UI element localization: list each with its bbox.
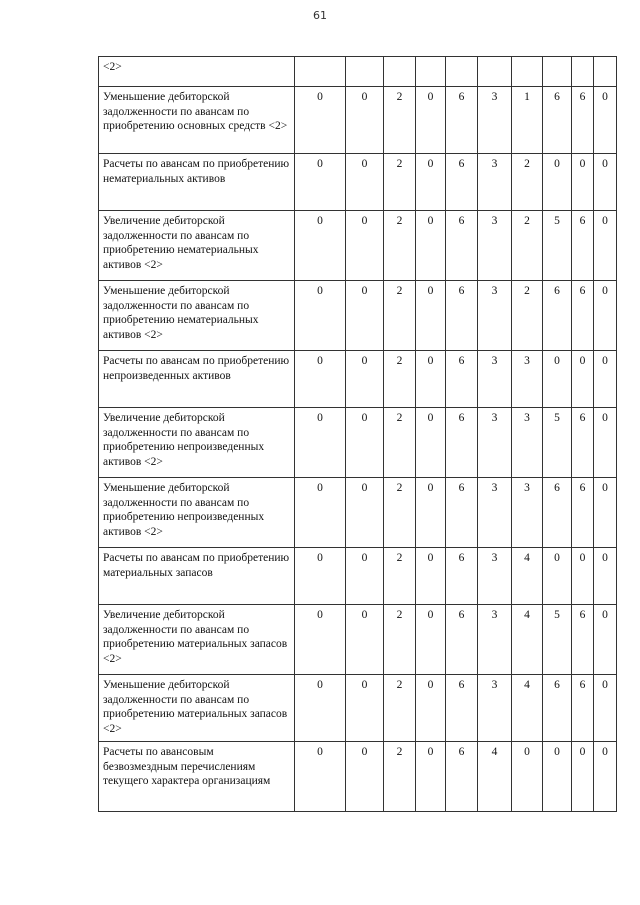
code-digit-cell: 0 <box>346 605 384 675</box>
code-digit-cell: 2 <box>384 408 416 478</box>
table-row <box>99 351 617 408</box>
account-name-cell: Уменьшение дебиторской задолженности по авансам по приобретению материальных запасов <2> <box>99 675 295 742</box>
code-digit-cell: 0 <box>416 675 446 742</box>
code-digit-cell: 0 <box>594 408 617 478</box>
code-digit-cell: 6 <box>446 211 478 281</box>
account-name-cell: Увеличение дебиторской задолженности по авансам по приобретению непроизведенных активов <2> <box>99 408 295 478</box>
code-digit-cell <box>346 57 384 87</box>
code-digit-cell: 1 <box>512 87 543 154</box>
code-digit-cell: 0 <box>346 154 384 211</box>
code-digit-cell <box>295 57 346 87</box>
code-digit-cell: 0 <box>594 605 617 675</box>
code-digit-cell: 0 <box>346 281 384 351</box>
account-name-cell: Расчеты по авансовым безвозмездным перечислениям текущего характера организациям <box>99 742 295 812</box>
code-digit-cell: 6 <box>572 281 594 351</box>
code-digit-cell: 3 <box>478 548 512 605</box>
code-digit-cell: 2 <box>512 211 543 281</box>
code-digit-cell: 0 <box>295 408 346 478</box>
code-digit-cell: 0 <box>416 548 446 605</box>
code-digit-cell <box>594 57 617 87</box>
code-digit-cell: 0 <box>346 87 384 154</box>
account-name-cell: Уменьшение дебиторской задолженности по авансам по приобретению нематериальных активов <2> <box>99 281 295 351</box>
account-name-cell: Уменьшение дебиторской задолженности по авансам по приобретению непроизведенных активов <2> <box>99 478 295 548</box>
code-digit-cell: 3 <box>512 408 543 478</box>
code-digit-cell: 2 <box>384 351 416 408</box>
table-row <box>99 211 617 281</box>
code-digit-cell <box>384 57 416 87</box>
code-digit-cell: 6 <box>572 478 594 548</box>
code-digit-cell: 4 <box>512 605 543 675</box>
code-digit-cell: 0 <box>594 548 617 605</box>
code-digit-cell: 0 <box>416 408 446 478</box>
account-name-cell: Расчеты по авансам по приобретению нематериальных активов <box>99 154 295 211</box>
account-name-cell: Расчеты по авансам по приобретению непроизведенных активов <box>99 351 295 408</box>
table-row <box>99 87 617 154</box>
table-row <box>99 281 617 351</box>
table-row <box>99 57 617 87</box>
code-digit-cell: 3 <box>478 478 512 548</box>
code-digit-cell: 6 <box>572 408 594 478</box>
code-digit-cell: 6 <box>572 87 594 154</box>
code-digit-cell: 6 <box>572 675 594 742</box>
code-digit-cell: 0 <box>512 742 543 812</box>
code-digit-cell <box>512 57 543 87</box>
code-digit-cell: 0 <box>295 281 346 351</box>
code-digit-cell: 6 <box>446 351 478 408</box>
code-digit-cell: 2 <box>512 154 543 211</box>
account-codes-table <box>98 56 617 812</box>
code-digit-cell: 0 <box>346 408 384 478</box>
code-digit-cell: 0 <box>416 605 446 675</box>
code-digit-cell: 0 <box>572 351 594 408</box>
code-digit-cell: 0 <box>572 154 594 211</box>
code-digit-cell: 5 <box>543 605 572 675</box>
code-digit-cell: 0 <box>416 87 446 154</box>
code-digit-cell <box>478 57 512 87</box>
code-digit-cell: 6 <box>446 742 478 812</box>
code-digit-cell: 3 <box>478 211 512 281</box>
code-digit-cell: 0 <box>543 154 572 211</box>
code-digit-cell: 0 <box>416 478 446 548</box>
code-digit-cell: 6 <box>446 408 478 478</box>
code-digit-cell: 0 <box>572 742 594 812</box>
code-digit-cell: 5 <box>543 211 572 281</box>
code-digit-cell: 0 <box>594 211 617 281</box>
code-digit-cell: 2 <box>384 548 416 605</box>
code-digit-cell: 6 <box>446 154 478 211</box>
code-digit-cell: 0 <box>295 675 346 742</box>
table-row <box>99 408 617 478</box>
code-digit-cell: 3 <box>478 351 512 408</box>
code-digit-cell: 4 <box>512 548 543 605</box>
code-digit-cell: 6 <box>572 211 594 281</box>
code-digit-cell: 0 <box>416 281 446 351</box>
code-digit-cell: 3 <box>478 154 512 211</box>
code-digit-cell <box>572 57 594 87</box>
code-digit-cell: 0 <box>416 742 446 812</box>
table-row <box>99 154 617 211</box>
code-digit-cell: 6 <box>446 605 478 675</box>
code-digit-cell: 2 <box>384 281 416 351</box>
code-digit-cell: 6 <box>572 605 594 675</box>
code-digit-cell: 4 <box>478 742 512 812</box>
code-digit-cell: 0 <box>346 211 384 281</box>
account-name-cell: Расчеты по авансам по приобретению материальных запасов <box>99 548 295 605</box>
code-digit-cell: 0 <box>594 351 617 408</box>
code-digit-cell: 2 <box>384 605 416 675</box>
code-digit-cell: 0 <box>295 87 346 154</box>
code-digit-cell: 3 <box>478 87 512 154</box>
code-digit-cell: 0 <box>416 154 446 211</box>
code-digit-cell: 0 <box>295 351 346 408</box>
code-digit-cell: 2 <box>384 675 416 742</box>
table-row <box>99 605 617 675</box>
code-digit-cell: 0 <box>594 281 617 351</box>
code-digit-cell: 2 <box>384 87 416 154</box>
account-name-cell: Уменьшение дебиторской задолженности по авансам по приобретению основных средств <2> <box>99 87 295 154</box>
table-row <box>99 548 617 605</box>
code-digit-cell <box>446 57 478 87</box>
code-digit-cell: 0 <box>594 675 617 742</box>
table-row <box>99 478 617 548</box>
code-digit-cell: 6 <box>446 675 478 742</box>
code-digit-cell <box>416 57 446 87</box>
account-name-cell: <2> <box>99 57 295 87</box>
code-digit-cell: 3 <box>478 408 512 478</box>
code-digit-cell: 5 <box>543 408 572 478</box>
account-name-cell: Увеличение дебиторской задолженности по авансам по приобретению нематериальных активов <2> <box>99 211 295 281</box>
code-digit-cell: 6 <box>543 281 572 351</box>
code-digit-cell: 0 <box>295 211 346 281</box>
code-digit-cell: 0 <box>572 548 594 605</box>
code-digit-cell: 3 <box>478 605 512 675</box>
code-digit-cell: 2 <box>384 154 416 211</box>
table-row <box>99 742 617 812</box>
code-digit-cell: 6 <box>543 478 572 548</box>
code-digit-cell: 2 <box>384 211 416 281</box>
table-body <box>99 57 617 812</box>
code-digit-cell: 6 <box>446 478 478 548</box>
code-digit-cell: 0 <box>346 478 384 548</box>
table-row <box>99 675 617 742</box>
code-digit-cell: 3 <box>512 351 543 408</box>
code-digit-cell: 0 <box>295 605 346 675</box>
code-digit-cell: 0 <box>416 211 446 281</box>
code-digit-cell: 0 <box>295 478 346 548</box>
code-digit-cell <box>543 57 572 87</box>
code-digit-cell: 0 <box>543 742 572 812</box>
code-digit-cell: 0 <box>346 675 384 742</box>
code-digit-cell: 0 <box>295 742 346 812</box>
code-digit-cell: 0 <box>295 548 346 605</box>
code-digit-cell: 3 <box>478 675 512 742</box>
code-digit-cell: 0 <box>295 154 346 211</box>
code-digit-cell: 0 <box>346 351 384 408</box>
code-digit-cell: 2 <box>384 478 416 548</box>
code-digit-cell: 2 <box>384 742 416 812</box>
code-digit-cell: 6 <box>446 87 478 154</box>
code-digit-cell: 0 <box>594 742 617 812</box>
code-digit-cell: 0 <box>416 351 446 408</box>
code-digit-cell: 0 <box>594 478 617 548</box>
code-digit-cell: 3 <box>512 478 543 548</box>
code-digit-cell: 0 <box>346 548 384 605</box>
code-digit-cell: 0 <box>594 87 617 154</box>
code-digit-cell: 2 <box>512 281 543 351</box>
code-digit-cell: 6 <box>446 281 478 351</box>
code-digit-cell: 0 <box>346 742 384 812</box>
code-digit-cell: 0 <box>543 548 572 605</box>
code-digit-cell: 3 <box>478 281 512 351</box>
code-digit-cell: 6 <box>543 675 572 742</box>
account-name-cell: Увеличение дебиторской задолженности по авансам по приобретению материальных запасов <2> <box>99 605 295 675</box>
code-digit-cell: 4 <box>512 675 543 742</box>
code-digit-cell: 0 <box>543 351 572 408</box>
code-digit-cell: 6 <box>543 87 572 154</box>
code-digit-cell: 6 <box>446 548 478 605</box>
page-number: 61 <box>313 9 327 22</box>
code-digit-cell: 0 <box>594 154 617 211</box>
